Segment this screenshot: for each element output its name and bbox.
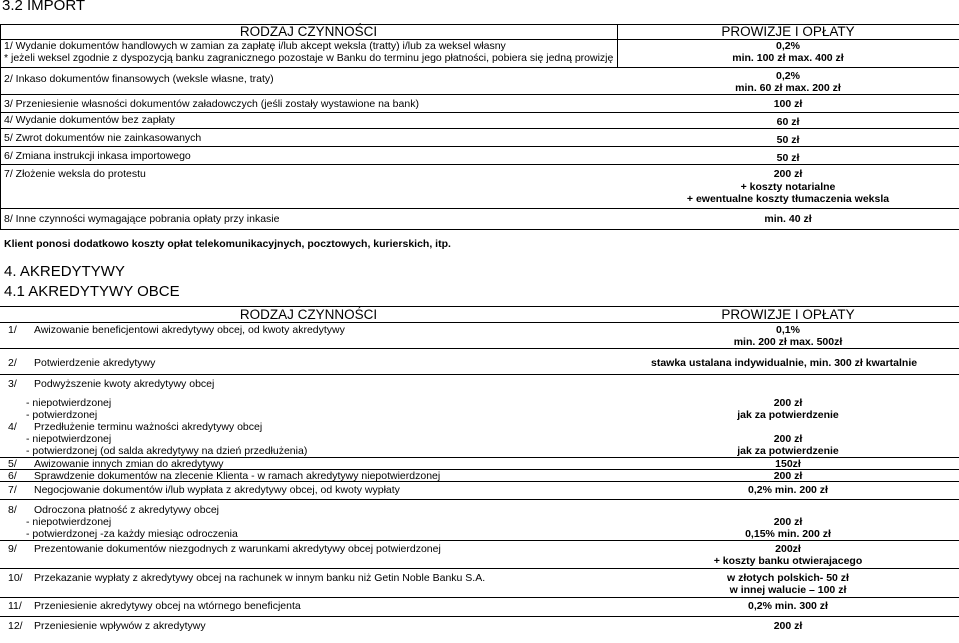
loc-row-8-fee-confirmed: 0,15% min. 200 zł xyxy=(745,528,831,540)
import-row-7-fee-base: 200 zł xyxy=(773,168,803,180)
import-row-1-note: * jeżeli weksel zgodnie z dyspozycją banku zagranicznego pozostaje w Banku do terminu jego płatności, pobiera się jedną prowizję xyxy=(4,52,614,64)
loc-row-7-number: 7/ xyxy=(8,484,17,496)
import-row-7-text: 7/ Złożenie weksla do protestu xyxy=(4,168,146,180)
import-row-6-fee: 50 zł xyxy=(776,152,800,164)
loc-row-1-fee-range: min. 200 zł max. 500zł xyxy=(733,336,843,348)
loc-row-8-sub-unconfirmed: - niepotwierdzonej xyxy=(26,516,112,528)
loc-row-11-text: Przeniesienie akredytywy obcej na wtórnego beneficjenta xyxy=(34,600,301,612)
loc-row-4-text: Przedłużenie terminu ważności akredytywy obcej xyxy=(34,421,263,433)
section-title-letters-of-credit: 4. AKREDYTYWY xyxy=(4,263,125,280)
loc-row-3-number: 3/ xyxy=(8,378,17,390)
loc-row-3-sub-confirmed: - potwierdzonej xyxy=(26,409,98,421)
loc-row-9-number: 9/ xyxy=(8,543,17,555)
loc-row-9-fee-base: 200zł xyxy=(775,543,801,555)
import-row-2-fee-range: min. 60 zł max. 200 zł xyxy=(735,82,841,94)
import-note: Klient ponosi dodatkowo koszty opłat telekomunikacyjnych, pocztowych, kurierskich, itp. xyxy=(4,238,451,250)
loc-row-4-fee-confirmed: jak za potwierdzenie xyxy=(737,445,839,457)
import-row-3-fee: 100 zł xyxy=(773,98,803,110)
loc-row-12-number: 12/ xyxy=(8,620,23,632)
loc-row-10-number: 10/ xyxy=(8,572,23,584)
import-row-1-fee-range: min. 100 zł max. 400 zł xyxy=(732,52,844,64)
loc-row-10-fee-pln: w złotych polskich- 50 zł xyxy=(727,572,849,584)
import-row-6-text: 6/ Zmiana instrukcji inkasa importowego xyxy=(4,150,191,162)
import-row-5-text: 5/ Zwrot dokumentów nie zainkasowanych xyxy=(4,132,202,144)
section-title-import: 3.2 IMPORT xyxy=(2,0,86,14)
import-row-5-fee: 50 zł xyxy=(776,134,800,146)
loc-row-3-fee-unconfirmed: 200 zł xyxy=(773,397,803,409)
loc-row-5-fee: 150zł xyxy=(775,458,801,470)
import-row-1-fee-rate: 0,2% xyxy=(776,40,800,52)
loc-row-10-fee-foreign: w innej walucie – 100 zł xyxy=(729,584,847,596)
loc-row-6-text: Sprawdzenie dokumentów na zlecenie Klienta - w ramach akredytywy niepotwierdzonej xyxy=(34,470,441,482)
loc-row-5-number: 5/ xyxy=(8,458,17,470)
loc-row-12-text: Przeniesienie wpływów z akredytywy xyxy=(34,620,206,632)
import-row-4-fee: 60 zł xyxy=(776,116,800,128)
import-row-2-fee-rate: 0,2% xyxy=(776,70,800,82)
loc-row-10-text: Przekazanie wypłaty z akredytywy obcej na rachunek w innym banku niż Getin Noble Banku S.A. xyxy=(34,572,486,584)
loc-row-12-fee: 200 zł xyxy=(773,620,803,632)
loc-row-6-number: 6/ xyxy=(8,470,17,482)
import-row-7-fee-notary: + koszty notarialne xyxy=(740,181,836,193)
loc-row-5-text: Awizowanie innych zmian do akredytywy xyxy=(34,458,224,470)
loc-row-1-text: Awizowanie beneficjentowi akredytywy obcej, od kwoty akredytywy xyxy=(34,324,345,336)
loc-row-11-number: 11/ xyxy=(8,600,22,612)
import-row-1-text: 1/ Wydanie dokumentów handlowych w zamian za zapłatę i/lub akcept weksla (tratty) i/lub za weksel własny xyxy=(4,40,506,52)
loc-row-6-fee: 200 zł xyxy=(773,470,803,482)
loc-row-4-fee-unconfirmed: 200 zł xyxy=(773,433,803,445)
loc-row-9-fee-extra: + koszty banku otwierajacego xyxy=(713,555,863,567)
loc-row-8-number: 8/ xyxy=(8,504,17,516)
loc-row-1-fee-rate: 0,1% xyxy=(776,324,800,336)
loc-row-4-sub-unconfirmed: - niepotwierdzonej xyxy=(26,433,112,445)
loc-row-9-text: Prezentowanie dokumentów niezgodnych z warunkami akredytywy obcej potwierdzonej xyxy=(34,543,441,555)
loc-row-7-text: Negocjowanie dokumentów i/lub wypłata z akredytywy obcej, od kwoty wypłaty xyxy=(34,484,400,496)
loc-row-2-number: 2/ xyxy=(8,357,17,369)
loc-col-header-fees: PROWIZJE I OPŁATY xyxy=(721,307,855,322)
import-row-4-text: 4/ Wydanie dokumentów bez zapłaty xyxy=(4,114,175,126)
loc-row-3-text: Podwyższenie kwoty akredytywy obcej xyxy=(34,378,215,390)
section-subtitle-foreign-letters-of-credit: 4.1 AKREDYTYWY OBCE xyxy=(4,283,180,300)
loc-row-11-fee: 0,2% min. 300 zł xyxy=(748,600,828,612)
loc-row-3-fee-confirmed: jak za potwierdzenie xyxy=(737,409,839,421)
import-col-header-activity: RODZAJ CZYNNOŚCI xyxy=(239,24,378,39)
loc-row-4-number: 4/ xyxy=(8,421,17,433)
loc-row-4-sub-confirmed: - potwierdzonej (od salda akredytywy na dzień przedłużenia) xyxy=(26,445,308,457)
loc-row-2-text: Potwierdzenie akredytywy xyxy=(34,357,156,369)
import-row-2-text: 2/ Inkaso dokumentów finansowych (weksle własne, traty) xyxy=(4,73,274,85)
loc-row-8-text: Odroczona płatność z akredytywy obcej xyxy=(34,504,220,516)
import-row-3-text: 3/ Przeniesienie własności dokumentów załadowczych (jeśli zostały wystawione na bank) xyxy=(4,98,419,110)
loc-row-7-fee: 0,2% min. 200 zł xyxy=(748,484,828,496)
loc-row-3-sub-unconfirmed: - niepotwierdzonej xyxy=(26,397,112,409)
import-row-7-fee-translation: + ewentualne koszty tłumaczenia weksla xyxy=(686,193,890,205)
import-row-8-text: 8/ Inne czynności wymagające pobrania opłaty przy inkasie xyxy=(4,213,280,225)
import-col-header-fees: PROWIZJE I OPŁATY xyxy=(721,24,855,39)
loc-row-8-fee-unconfirmed: 200 zł xyxy=(773,516,803,528)
loc-row-8-sub-confirmed: - potwierdzonej -za każdy miesiąc odroczenia xyxy=(26,528,238,540)
loc-row-1-number: 1/ xyxy=(8,324,17,336)
import-row-8-fee: min. 40 zł xyxy=(764,213,812,225)
loc-row-2-fee: stawka ustalana indywidualnie, min. 300 zł kwartalnie xyxy=(651,357,918,369)
loc-col-header-activity: RODZAJ CZYNNOŚCI xyxy=(239,307,378,322)
